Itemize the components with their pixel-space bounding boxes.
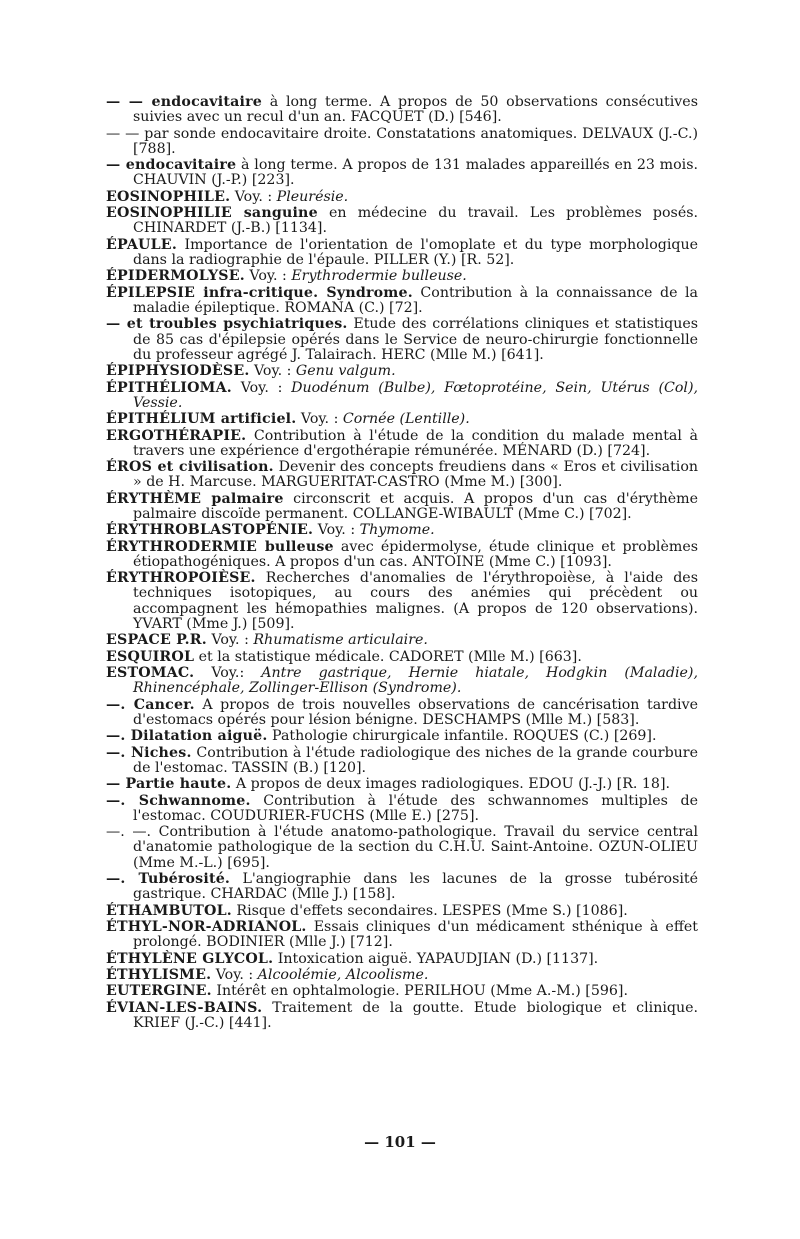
- entry-text: en médecine du travail. Les problèmes posés. CHINARDET (J.-B.) [1134].: [133, 205, 699, 237]
- index-entry: [106, 1001, 698, 1031]
- entry-crossref: Pleurésie.: [276, 188, 349, 205]
- entry-heading: —. Tubérosité.: [106, 871, 231, 888]
- index-entry: [106, 190, 698, 205]
- entry-crossref: Cornée (Lentille).: [342, 411, 470, 428]
- index-entry: [106, 127, 698, 157]
- entry-heading: EOSINOPHILE.: [106, 188, 231, 205]
- index-entry: [106, 412, 698, 427]
- index-entry: [106, 952, 698, 967]
- index-entry: [106, 984, 698, 999]
- entry-text: Recherches d'anomalies de l'érythropoièse, à l'aide des techniques isotopiques, au cours des anémies qui précèdent ou accompagnent les hémopathies malignes. (A propos de 120 observations). YVART (Mme J.) [509].: [133, 570, 698, 632]
- entry-text: Contribution à l'étude des schwannomes multiples de l'estomac. COUDURIER-FUCHS (Mlle E.) [275].: [133, 792, 698, 824]
- entry-text: Intérêt en ophtalmologie. PERILHOU (Mme A.-M.) [596].: [211, 983, 628, 1000]
- entry-heading: ÉROS et civilisation.: [106, 459, 274, 476]
- entry-heading: ERGOTHÉRAPIE.: [106, 427, 247, 444]
- entry-text: Voy. :: [313, 522, 360, 539]
- index-entry: [106, 286, 698, 316]
- entry-heading: ÉRYTHROPOIÈSE.: [106, 570, 256, 587]
- entry-heading: ÉPIDERMOLYSE.: [106, 268, 245, 285]
- entry-heading: ÉRYTHROBLASTOPÉNIE.: [106, 522, 314, 539]
- entry-text: Intoxication aiguë. YAPAUDJIAN (D.) [1137].: [273, 950, 599, 967]
- entry-heading: ÉTHYL-NOR-ADRIANOL.: [106, 919, 307, 935]
- entry-text: à long terme. A propos de 131 malades appareillés en 23 mois. CHAUVIN (J.-P.) [223].: [133, 157, 698, 189]
- entry-heading: ÉPILEPSIE infra-critique. Syndrome.: [106, 284, 413, 301]
- entry-heading: —. Cancer.: [106, 696, 195, 713]
- entry-heading: ÉTHYLÈNE GLYCOL.: [106, 950, 274, 967]
- index-entry: [106, 729, 698, 744]
- entry-heading: —. Schwannome.: [106, 792, 251, 809]
- entry-heading: ÉRYTHRODERMIE bulleuse: [106, 538, 334, 555]
- page-number: — 101 —: [364, 1133, 436, 1151]
- entry-heading: — Partie haute.: [106, 776, 232, 793]
- entry-text: Essais cliniques d'un médicament sthénique à effet prolongé. BODINIER (Mlle J.) [712].: [133, 919, 698, 951]
- index-entry: [106, 523, 698, 538]
- entry-crossref: Alcoolémie, Alcoolisme.: [257, 966, 429, 983]
- entry-text: A propos de trois nouvelles observations de cancérisation tardive d'estomacs opérés pour lésion bénigne. DESCHAMPS (Mlle M.) [583].: [133, 696, 698, 728]
- entry-text: circonscrit et acquis. A propos d'un cas d'érythème palmaire discoïde permanent. COLLANGE-WIBAULT (Mme C.) [702].: [133, 490, 698, 522]
- entry-crossref: Antre gastrique, Hernie hiatale, Hodgkin (Maladie), Rhinencéphale, Zollinger-Ellison (Syndrome).: [133, 665, 698, 697]
- entry-text: à long terme. A propos de 50 observations consécutives suivies avec un recul d'un an. FACQUET (D.) [546].: [133, 94, 698, 126]
- entry-text: —. —. Contribution à l'étude anatomo-pathologique. Travail du service central d'anatomie pathologique de la section du C.H.U. Saint-Antoine. OZUN-OLIEU (Mme M.-L.) [695].: [106, 824, 698, 871]
- entry-heading: ÉPIPHYSIODÈSE.: [106, 363, 250, 380]
- entry-text: Voy.:: [194, 665, 262, 682]
- entry-text: et la statistique médicale. CADORET (Mlle M.) [663].: [194, 648, 582, 665]
- entry-text: Voy. :: [231, 379, 292, 396]
- entry-text: Devenir des concepts freudiens dans « Eros et civilisation » de H. Marcuse. MARGUERITAT-CASTRO (Mme M.) [300].: [133, 459, 698, 491]
- entry-text: Traitement de la goutte. Etude biologique et clinique. KRIEF (J.-C.) [441].: [133, 999, 698, 1031]
- index-entry: [106, 920, 698, 950]
- entry-text: Voy. :: [249, 363, 296, 380]
- entry-heading: — — endocavitaire: [106, 94, 262, 110]
- entry-text: Risque d'effets secondaires. LESPES (Mme S.) [1086].: [231, 902, 628, 919]
- entry-heading: —. Niches.: [106, 744, 192, 761]
- entry-text: avec épidermolyse, étude clinique et problèmes étiopathogéniques. A propos d'un cas. ANTOINE (Mme C.) [1093].: [133, 538, 698, 570]
- entry-crossref: Rhumatisme articulaire.: [253, 632, 428, 649]
- entry-text: A propos de deux images radiologiques. EDOU (J.-J.) [R. 18].: [231, 776, 671, 793]
- entry-heading: —. Dilatation aiguë.: [106, 728, 268, 745]
- index-entry: [106, 206, 698, 236]
- entry-text: Etude des corrélations cliniques et statistiques de 85 cas d'épilepsie opérés dans le Service de neuro-chirurgie fonctionnelle du professeur agrégé J. Talairach. HERC (Mlle M.) [641].: [133, 316, 699, 363]
- entry-heading: ESTOMAC.: [106, 665, 195, 682]
- entry-heading: ÉPITHÉLIOMA.: [106, 379, 232, 396]
- index-entry: [106, 872, 698, 902]
- index-entry: [106, 460, 698, 490]
- entry-text: Contribution à la connaissance de la maladie épileptique. ROMANA (C.) [72].: [133, 284, 698, 316]
- index-entry: [106, 746, 698, 776]
- entry-heading: ESQUIROL: [106, 648, 195, 665]
- entry-heading: ÉRYTHÈME palmaire: [106, 490, 284, 507]
- entry-crossref: Erythrodermie bulleuse.: [291, 268, 467, 285]
- index-entry: [106, 317, 698, 363]
- entry-heading: ESPACE P.R.: [106, 632, 207, 649]
- entry-text: Voy. :: [206, 632, 254, 649]
- index-entry: [106, 95, 698, 125]
- entry-text: Voy. :: [230, 188, 277, 205]
- entry-heading: ÉTHYLISME.: [106, 966, 212, 983]
- entry-heading: ÉPAULE.: [106, 236, 177, 253]
- entry-text: Contribution à l'étude de la condition du malade mental à travers une expérience d'ergothérapie rémunérée. MÉNARD (D.) [724].: [133, 427, 698, 459]
- entry-text: Voy. :: [211, 966, 258, 983]
- entry-heading: EOSINOPHILIE sanguine: [106, 205, 318, 222]
- index-entry: [106, 364, 698, 379]
- index-entry: [106, 777, 698, 792]
- entry-text: Voy. :: [296, 411, 343, 428]
- index-entry: [106, 825, 698, 871]
- index-entry: [106, 269, 698, 284]
- entry-heading: ÉTHAMBUTOL.: [106, 902, 232, 919]
- index-entry: [106, 633, 698, 648]
- entry-text: Pathologie chirurgicale infantile. ROQUES (C.) [269].: [267, 728, 657, 745]
- index-entry: [106, 650, 698, 665]
- entry-heading: — et troubles psychiatriques.: [106, 316, 348, 333]
- index-entry: [106, 381, 698, 411]
- entry-text: — — par sonde endocavitaire droite. Constatations anatomiques. DELVAUX (J.-C.) [788].: [106, 125, 698, 157]
- index-entry: [106, 571, 698, 632]
- entry-heading: EUTERGINE.: [106, 983, 212, 1000]
- entry-text: L'angiographie dans les lacunes de la grosse tubérosité gastrique. CHARDAC (Mlle J.) [158].: [133, 871, 699, 903]
- index-entry: [106, 968, 698, 983]
- index-entry: [106, 698, 698, 728]
- index-entry: [106, 238, 698, 268]
- entry-heading: ÉVIAN-LES-BAINS.: [106, 999, 263, 1016]
- index-entry: [106, 492, 698, 522]
- entry-text: Importance de l'orientation de l'omoplate et du type morphologique dans la radiographie de l'épaule. PILLER (Y.) [R. 52].: [133, 236, 698, 268]
- index-entry: [106, 904, 698, 919]
- index-entry: [106, 666, 698, 696]
- index-entry: [106, 158, 698, 188]
- entry-crossref: Thymome.: [359, 522, 435, 539]
- entry-crossref: Genu valgum.: [295, 363, 396, 380]
- entry-crossref: Duodénum (Bulbe), Fœtoprotéine, Sein, Utérus (Col), Vessie.: [133, 379, 698, 411]
- entry-text: Voy. :: [244, 268, 292, 285]
- entry-text: Contribution à l'étude radiologique des niches de la grande courbure de l'estomac. TASSIN (B.) [120].: [133, 744, 698, 776]
- entry-heading: — endocavitaire: [106, 157, 237, 174]
- index-entry: [106, 540, 698, 570]
- entry-heading: ÉPITHÉLIUM artificiel.: [106, 411, 297, 428]
- index-entry: [106, 429, 698, 459]
- index-entries: [106, 95, 698, 1032]
- index-entry: [106, 794, 698, 824]
